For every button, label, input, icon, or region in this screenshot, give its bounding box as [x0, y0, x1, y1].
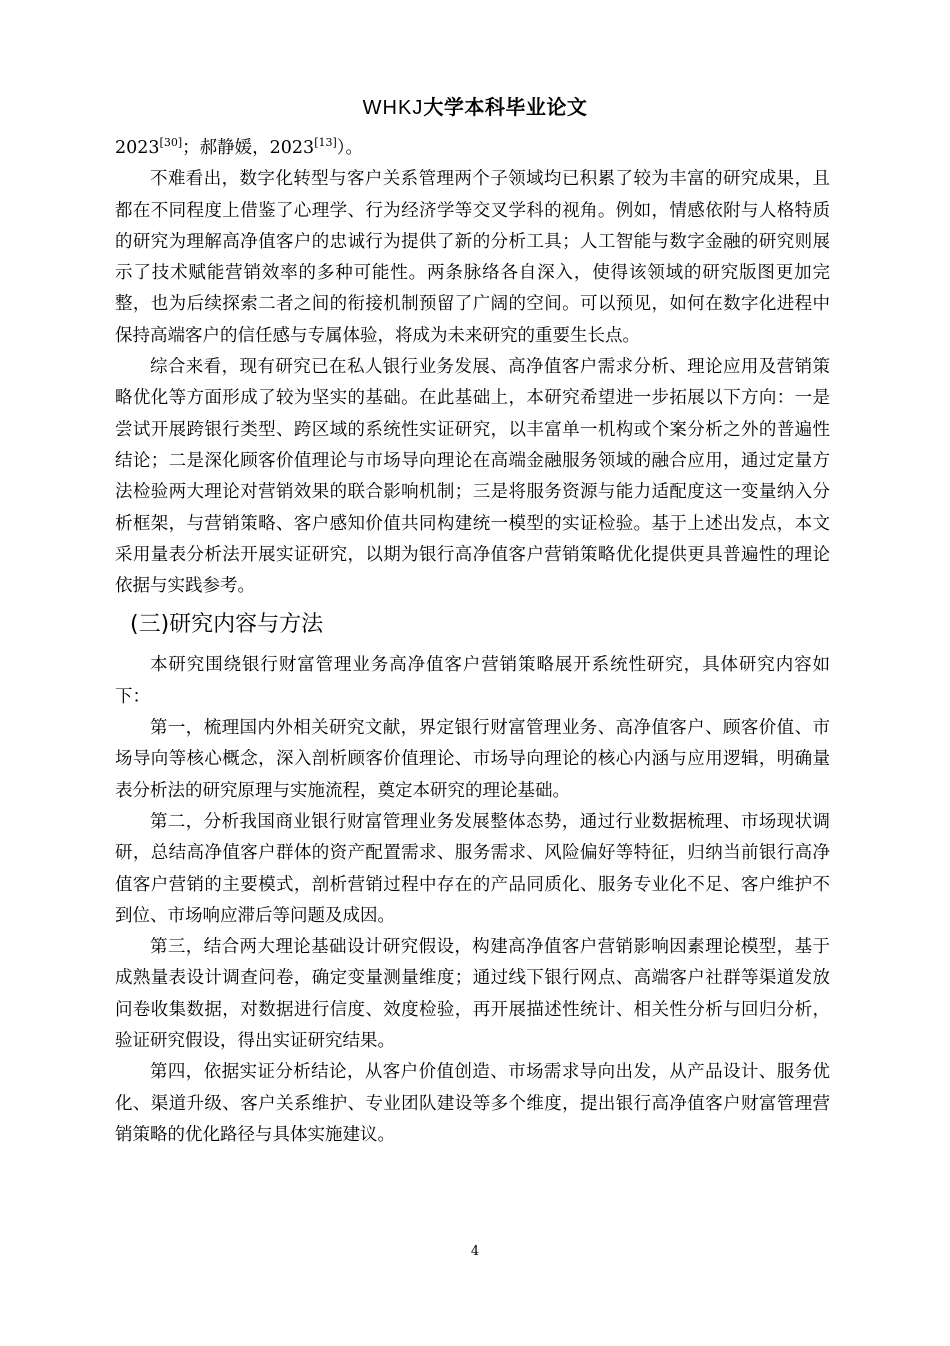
body-paragraph: 本研究围绕银行财富管理业务高净值客户营销策略展开系统性研究，具体研究内容如下：: [115, 655, 830, 707]
citation-text: ；郝静媛，2023: [182, 138, 315, 158]
document-body: [115, 133, 830, 1151]
body-paragraph: 第四，依据实证分析结论，从客户价值创造、市场需求导向出发，从产品设计、服务优化、渠道升级、客户关系维护、专业团队建设等多个维度，提出银行高净值客户财富管理营销策略的优化路径与具体实施建议。: [115, 1062, 830, 1145]
citation-end: ）。: [336, 138, 364, 158]
body-paragraph: 不难看出，数字化转型与客户关系管理两个子领域均已积累了较为丰富的研究成果，且都在不同程度上借鉴了心理学、行为经济学等交叉学科的视角。例如，情感依附与人格特质的研究为理解高净值客户的忠诚行为提供了新的分析工具；人工智能与数字金融的研究则展示了技术赋能营销效率的多种可能性。两条脉络各自深入，使得该领域的研究版图更加完整，也为后续探索二者之间的衔接机制预留了广阔的空间。可以预见，如何在数字化进程中保持高端客户的信任感与专属体验，将成为未来研究的重要生长点。: [115, 169, 830, 346]
citation-year: 2023: [115, 138, 160, 158]
page-number: 4: [470, 1244, 480, 1259]
citation-ref: [30]: [159, 136, 183, 150]
body-paragraph: 第一，梳理国内外相关研究文献，界定银行财富管理业务、高净值客户、顾客价值、市场导向等核心概念，深入剖析顾客价值理论、市场导向理论的核心内涵与应用逻辑，明确量表分析法的研究原理与实施流程，奠定本研究的理论基础。: [115, 718, 830, 801]
body-paragraph: 第三，结合两大理论基础设计研究假设，构建高净值客户营销影响因素理论模型，基于成熟量表设计调查问卷，确定变量测量维度；通过线下银行网点、高端客户社群等渠道发放问卷收集数据，对数据进行信度、效度检验，再开展描述性统计、相关性分析与回归分析，验证研究假设，得出实证研究结果。: [115, 937, 830, 1052]
continuation-line: [115, 133, 830, 164]
header-title: 大学本科毕业论文: [423, 95, 588, 119]
citation-ref: [13]: [314, 136, 337, 150]
body-paragraph: 综合来看，现有研究已在私人银行业务发展、高净值客户需求分析、理论应用及营销策略优化等方面形成了较为坚实的基础。在此基础上，本研究希望进一步拓展以下方向：一是尝试开展跨银行类型、跨区域的系统性实证研究，以丰富单一机构或个案分析之外的普遍性结论；二是深化顾客价值理论与市场导向理论在高端金融服务领域的融合应用，通过定量方法检验两大理论对营销效果的联合影响机制；三是将服务资源与能力适配度这一变量纳入分析框架，与营销策略、客户感知价值共同构建统一模型的实证检验。基于上述出发点，本文采用量表分析法开展实证研究，以期为银行高净值客户营销策略优化提供更具普遍性的理论依据与实践参考。: [115, 357, 830, 597]
body-paragraph: 第二，分析我国商业银行财富管理业务发展整体态势，通过行业数据梳理、市场现状调研，总结高净值客户群体的资产配置需求、服务需求、风险偏好等特征，归纳当前银行高净值客户营销的主要模式，剖析营销过程中存在的产品同质化、服务专业化不足、客户维护不到位、市场响应滞后等问题及成因。: [115, 811, 830, 926]
page-header: [0, 94, 950, 121]
header-prefix: WHKJ: [362, 97, 424, 119]
section-heading: (三)研究内容与方法: [130, 612, 324, 638]
